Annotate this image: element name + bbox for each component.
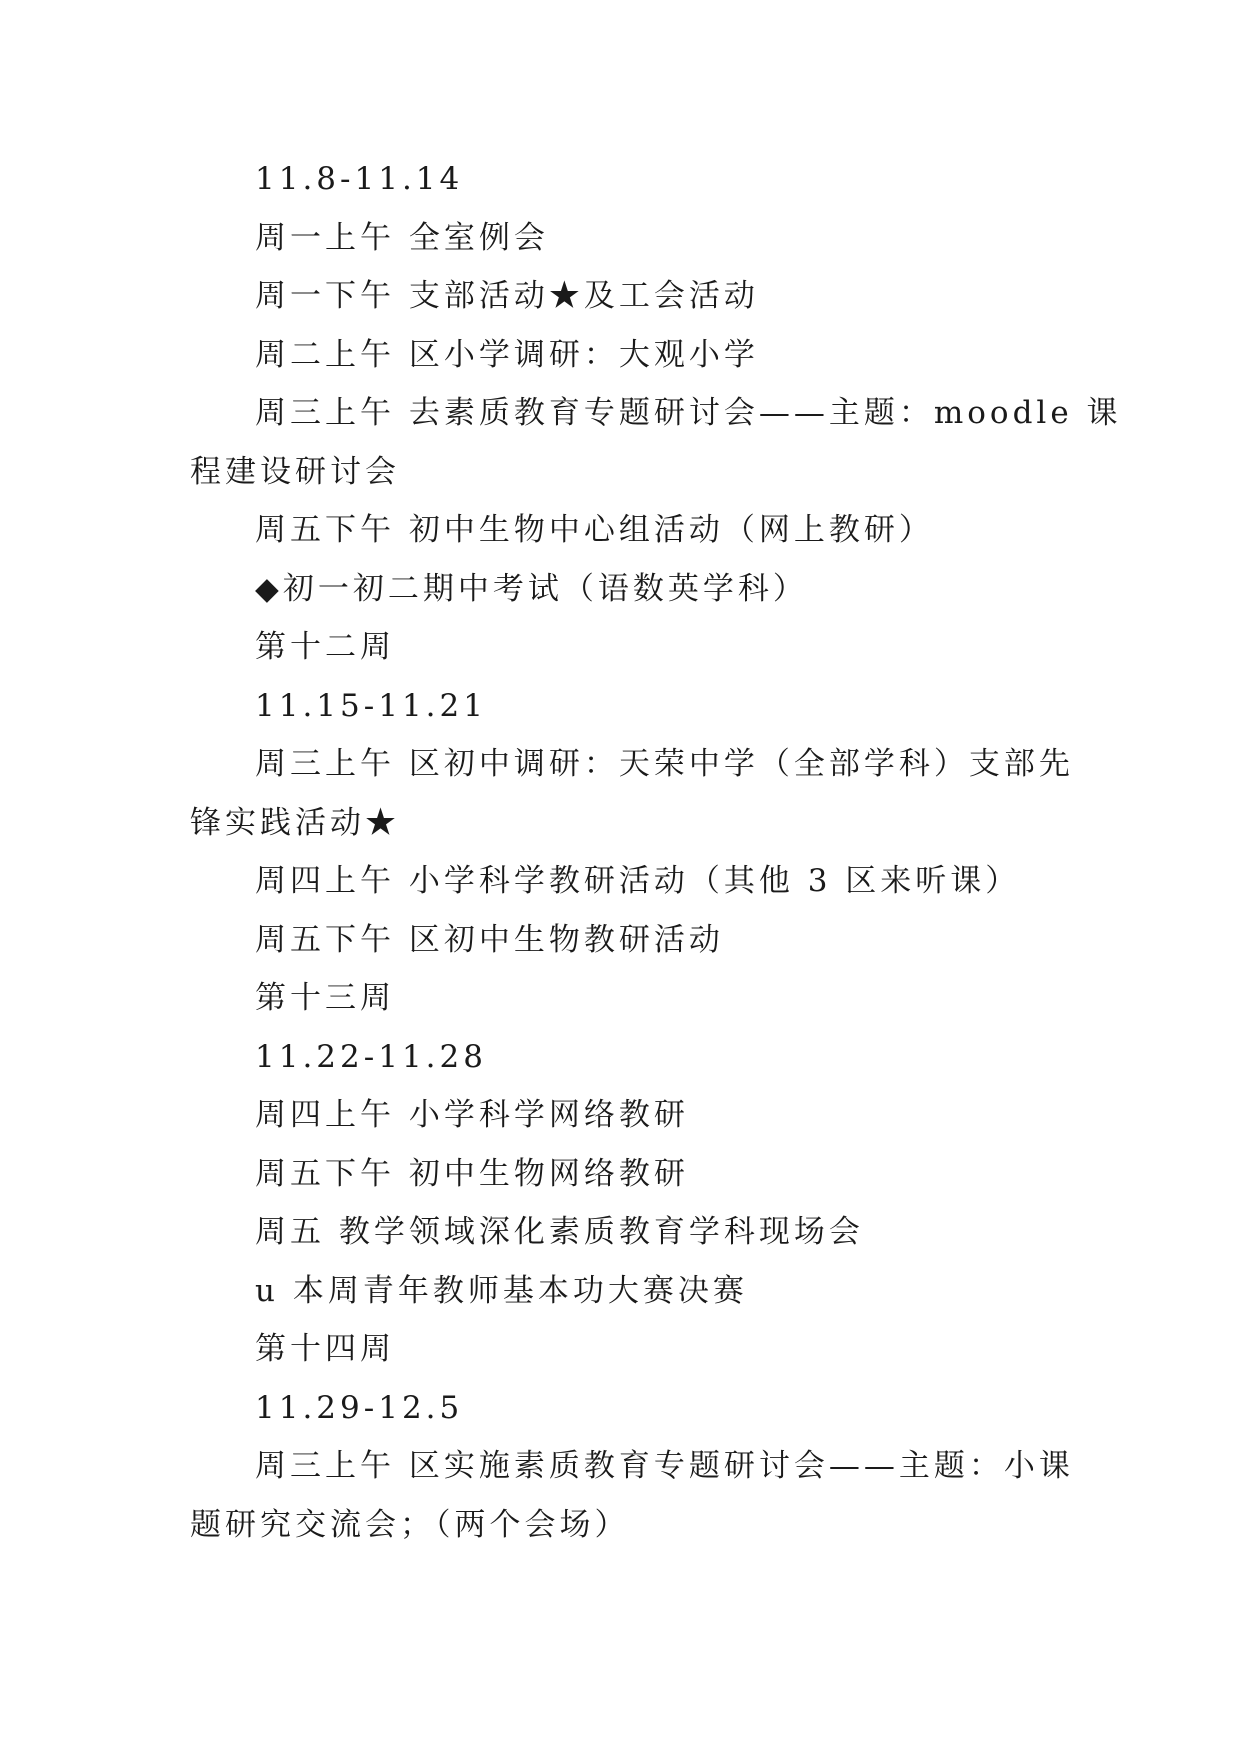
date-range: 11.15-11.21 xyxy=(255,687,487,724)
week-heading: 第十二周 xyxy=(255,629,395,665)
schedule-line: 周三上午 区初中调研：天荣中学（全部学科）支部先 xyxy=(255,746,1074,782)
week-heading: 第十四周 xyxy=(255,1331,395,1367)
schedule-line: 周三上午 去素质教育专题研讨会——主题：moodle 课 xyxy=(255,395,1122,431)
schedule-line: 周三上午 区实施素质教育专题研讨会——主题：小课 xyxy=(255,1448,1074,1484)
date-range: 11.29-12.5 xyxy=(255,1389,464,1426)
schedule-line: 周二上午 区小学调研：大观小学 xyxy=(255,336,759,373)
schedule-line-continuation: 题研究交流会；（两个会场） xyxy=(190,1506,630,1543)
schedule-line: 周四上午 小学科学网络教研 xyxy=(255,1097,689,1133)
week-heading: 第十三周 xyxy=(255,980,395,1016)
date-range-week-11: 11.8-11.14 xyxy=(255,161,464,197)
schedule-line-continuation: 锋实践活动★ xyxy=(190,804,400,841)
schedule-line: 周五下午 初中生物网络教研 xyxy=(255,1155,689,1192)
schedule-line: 周一下午 支部活动★及工会活动 xyxy=(255,278,759,314)
schedule-line: u 本周青年教师基本功大赛决赛 xyxy=(255,1272,748,1309)
schedule-line: 周五下午 区初中生物教研活动 xyxy=(255,921,724,958)
schedule-line: ◆初一初二期中考试（语数英学科） xyxy=(255,570,808,607)
schedule-line-continuation: 程建设研讨会 xyxy=(190,453,400,490)
date-range: 11.22-11.28 xyxy=(255,1038,487,1075)
schedule-line: 周五下午 初中生物中心组活动（网上教研） xyxy=(255,512,934,548)
schedule-line: 周一上午 全室例会 xyxy=(255,219,549,256)
schedule-line: 周四上午 小学科学教研活动（其他 3 区来听课） xyxy=(255,863,1021,899)
document-body xyxy=(190,150,1122,1554)
schedule-line: 周五 教学领域深化素质教育学科现场会 xyxy=(255,1214,864,1250)
